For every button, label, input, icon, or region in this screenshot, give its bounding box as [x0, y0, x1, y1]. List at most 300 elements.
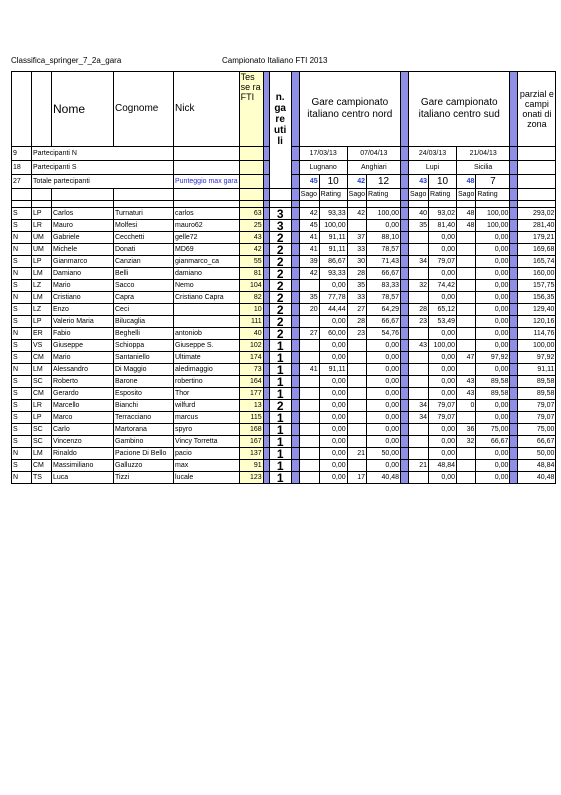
cell-last-name: Bianchi: [114, 400, 174, 412]
cell-r4-rating: 0,00: [476, 232, 510, 244]
subhead-sago: Sago: [457, 189, 476, 201]
table-row: [12, 352, 556, 364]
cell-r1-rating: 0,00: [319, 424, 347, 436]
s-count: 18: [12, 161, 32, 175]
cell-r2-sago: 42: [347, 208, 366, 220]
cell-r2-sago: 33: [347, 292, 366, 304]
cell-zone: S: [12, 208, 32, 220]
cell-zone: S: [12, 256, 32, 268]
cell-first-name: Mario: [52, 352, 114, 364]
cell-zone: N: [12, 244, 32, 256]
cell-r3-sago: [409, 232, 429, 244]
cell-n-gare: 1: [269, 448, 291, 460]
race4-sago: 48: [457, 175, 476, 189]
cell-r1-rating: 0,00: [319, 436, 347, 448]
cell-r4-rating: 75,00: [476, 424, 510, 436]
cell-r2-sago: [347, 352, 366, 364]
cell-region: LM: [32, 448, 52, 460]
race2-rating: 12: [367, 175, 401, 189]
cell-n-gare: 2: [269, 316, 291, 328]
cell-last-name: Sacco: [114, 280, 174, 292]
cell-r1-rating: 0,00: [319, 352, 347, 364]
cell-nick: wilfurd: [174, 400, 240, 412]
cell-r1-sago: [299, 376, 319, 388]
cell-r4-sago: [457, 460, 476, 472]
cell-r2-rating: 50,00: [367, 448, 401, 460]
cell-r1-sago: [299, 424, 319, 436]
cell-r2-sago: [347, 340, 366, 352]
cell-nick: aledimaggio: [174, 364, 240, 376]
cell-r1-rating: 60,00: [319, 328, 347, 340]
race4-date: 21/04/13: [457, 147, 510, 161]
cell-r2-sago: 35: [347, 280, 366, 292]
cell-zone: S: [12, 424, 32, 436]
cell-zone: N: [12, 364, 32, 376]
cell-r1-sago: [299, 472, 319, 484]
cell-last-name: Pacione Di Bello: [114, 448, 174, 460]
race3-sago: 43: [409, 175, 429, 189]
cell-region: SC: [32, 424, 52, 436]
cell-n-gare: 2: [269, 400, 291, 412]
cell-r3-rating: 100,00: [429, 340, 457, 352]
cell-zone: S: [12, 340, 32, 352]
cell-r1-rating: 100,00: [319, 220, 347, 232]
cell-r1-rating: 91,11: [319, 244, 347, 256]
results-body: [12, 208, 556, 484]
cell-first-name: Marco: [52, 412, 114, 424]
cell-zone: S: [12, 352, 32, 364]
cell-nick: Giuseppe S.: [174, 340, 240, 352]
cell-nick: carlos: [174, 208, 240, 220]
s-label: Partecipanti S: [32, 161, 174, 175]
cell-nick: max: [174, 460, 240, 472]
ranking-table: [11, 71, 556, 484]
cell-zone: N: [12, 328, 32, 340]
cell-r2-sago: 21: [347, 448, 366, 460]
cell-r1-sago: 41: [299, 232, 319, 244]
cell-r2-rating: 64,29: [367, 304, 401, 316]
cell-nick: damiano: [174, 268, 240, 280]
cell-r2-sago: 33: [347, 244, 366, 256]
cell-r1-sago: [299, 436, 319, 448]
cell-r4-rating: 0,00: [476, 268, 510, 280]
cell-r3-rating: 81,40: [429, 220, 457, 232]
cell-zone: N: [12, 232, 32, 244]
cell-r2-rating: 0,00: [367, 436, 401, 448]
cell-region: LP: [32, 412, 52, 424]
table-row: [12, 376, 556, 388]
cell-r4-sago: [457, 232, 476, 244]
table-row: [12, 460, 556, 472]
cell-tessera: 137: [239, 448, 263, 460]
cell-tessera: 13: [239, 400, 263, 412]
cell-r3-rating: 0,00: [429, 364, 457, 376]
cell-r4-rating: 0,00: [476, 292, 510, 304]
race3-date: 24/03/13: [409, 147, 457, 161]
cell-r2-rating: 66,67: [367, 316, 401, 328]
cell-r3-rating: 74,42: [429, 280, 457, 292]
cell-r1-sago: 35: [299, 292, 319, 304]
cell-parziale: 156,35: [518, 292, 556, 304]
cell-r2-rating: 0,00: [367, 340, 401, 352]
cell-r4-rating: 0,00: [476, 400, 510, 412]
cell-r4-sago: 47: [457, 352, 476, 364]
cell-zone: S: [12, 436, 32, 448]
cell-r4-sago: [457, 448, 476, 460]
cell-first-name: Carlos: [52, 208, 114, 220]
table-row: [12, 364, 556, 376]
cell-r2-rating: 0,00: [367, 376, 401, 388]
race3-place: Lupi: [409, 161, 457, 175]
cell-r3-rating: 0,00: [429, 376, 457, 388]
cell-last-name: Ceci: [114, 304, 174, 316]
cell-region: LM: [32, 268, 52, 280]
cell-r1-rating: 44,44: [319, 304, 347, 316]
table-row: [12, 340, 556, 352]
cell-r1-rating: 0,00: [319, 376, 347, 388]
cell-region: LP: [32, 208, 52, 220]
cell-last-name: Donati: [114, 244, 174, 256]
table-row: [12, 472, 556, 484]
cell-first-name: Carlo: [52, 424, 114, 436]
cell-nick: Vincy Torretta: [174, 436, 240, 448]
cell-tessera: 115: [239, 412, 263, 424]
cell-r4-sago: [457, 340, 476, 352]
cell-r1-rating: 0,00: [319, 340, 347, 352]
cell-r1-sago: [299, 448, 319, 460]
cell-r2-rating: 0,00: [367, 412, 401, 424]
cell-r3-rating: 79,07: [429, 412, 457, 424]
cell-region: LR: [32, 220, 52, 232]
cell-n-gare: 1: [269, 388, 291, 400]
cell-first-name: Roberto: [52, 376, 114, 388]
cell-r1-sago: [299, 412, 319, 424]
cell-r2-sago: [347, 400, 366, 412]
cell-nick: gelle72: [174, 232, 240, 244]
cell-r3-rating: 48,84: [429, 460, 457, 472]
cell-r3-sago: [409, 376, 429, 388]
subhead-rating: Rating: [476, 189, 510, 201]
cell-r3-sago: [409, 364, 429, 376]
table-row: [12, 400, 556, 412]
cell-tessera: 111: [239, 316, 263, 328]
cell-r4-sago: [457, 244, 476, 256]
cell-first-name: Damiano: [52, 268, 114, 280]
cell-zone: S: [12, 400, 32, 412]
table-row: [12, 448, 556, 460]
cell-r4-rating: 97,92: [476, 352, 510, 364]
cell-nick: Ultimate: [174, 352, 240, 364]
cell-nick: Cristiano Capra: [174, 292, 240, 304]
cell-r1-rating: 93,33: [319, 208, 347, 220]
table-row: [12, 256, 556, 268]
cell-tessera: 167: [239, 436, 263, 448]
cell-r3-rating: 0,00: [429, 436, 457, 448]
cell-first-name: Luca: [52, 472, 114, 484]
cell-r2-rating: 0,00: [367, 460, 401, 472]
cell-region: LR: [32, 400, 52, 412]
race1-rating: 10: [319, 175, 347, 189]
subhead-rating: Rating: [429, 189, 457, 201]
table-row: [12, 280, 556, 292]
cell-r3-sago: 21: [409, 460, 429, 472]
cell-n-gare: 1: [269, 472, 291, 484]
cell-n-gare: 2: [269, 256, 291, 268]
cell-nick: [174, 316, 240, 328]
cell-parziale: 160,00: [518, 268, 556, 280]
cell-r3-sago: [409, 352, 429, 364]
subhead-sago: Sago: [409, 189, 429, 201]
race1-sago: 45: [299, 175, 319, 189]
cell-r1-sago: 20: [299, 304, 319, 316]
cell-r4-sago: 32: [457, 436, 476, 448]
cell-first-name: Fabio: [52, 328, 114, 340]
tot-count: 27: [12, 175, 32, 189]
cell-r2-sago: 27: [347, 304, 366, 316]
cell-r2-rating: 71,43: [367, 256, 401, 268]
cell-r2-sago: [347, 460, 366, 472]
cell-r3-sago: [409, 388, 429, 400]
cell-r2-sago: [347, 424, 366, 436]
cell-r1-rating: 0,00: [319, 388, 347, 400]
cell-parziale: 129,40: [518, 304, 556, 316]
cell-n-gare: 1: [269, 460, 291, 472]
cell-parziale: 66,67: [518, 436, 556, 448]
cell-r3-rating: 0,00: [429, 352, 457, 364]
cell-r3-rating: 0,00: [429, 232, 457, 244]
cell-last-name: Capra: [114, 292, 174, 304]
col-nick: Nick: [174, 72, 240, 147]
cell-r1-sago: 45: [299, 220, 319, 232]
cell-r1-rating: 0,00: [319, 472, 347, 484]
table-row: [12, 304, 556, 316]
cell-tessera: 63: [239, 208, 263, 220]
cell-r2-rating: 78,57: [367, 292, 401, 304]
cell-r3-sago: [409, 292, 429, 304]
col-gare-nord: Gare campionato italiano centro nord: [299, 72, 400, 147]
cell-region: LP: [32, 256, 52, 268]
cell-last-name: Terracciano: [114, 412, 174, 424]
cell-tessera: 177: [239, 388, 263, 400]
cell-r2-sago: 28: [347, 316, 366, 328]
cell-first-name: Giuseppe: [52, 340, 114, 352]
race2-sago: 42: [347, 175, 366, 189]
cell-r4-rating: 0,00: [476, 472, 510, 484]
cell-parziale: 100,00: [518, 340, 556, 352]
cell-r1-rating: 91,11: [319, 364, 347, 376]
cell-tessera: 123: [239, 472, 263, 484]
cell-last-name: Barone: [114, 376, 174, 388]
cell-r4-rating: 0,00: [476, 304, 510, 316]
cell-first-name: Alessandro: [52, 364, 114, 376]
cell-r3-sago: 34: [409, 412, 429, 424]
cell-parziale: 97,92: [518, 352, 556, 364]
cell-first-name: Gerardo: [52, 388, 114, 400]
cell-n-gare: 2: [269, 304, 291, 316]
cell-r4-sago: [457, 292, 476, 304]
cell-region: CM: [32, 460, 52, 472]
cell-r2-rating: 66,67: [367, 268, 401, 280]
cell-zone: N: [12, 268, 32, 280]
cell-last-name: Santaniello: [114, 352, 174, 364]
race1-place: Lugnano: [299, 161, 347, 175]
cell-r3-sago: 35: [409, 220, 429, 232]
cell-r1-sago: 41: [299, 364, 319, 376]
cell-r2-rating: 54,76: [367, 328, 401, 340]
cell-r2-rating: 0,00: [367, 364, 401, 376]
cell-r4-rating: 100,00: [476, 220, 510, 232]
cell-r1-rating: 0,00: [319, 412, 347, 424]
cell-n-gare: 1: [269, 340, 291, 352]
race2-date: 07/04/13: [347, 147, 400, 161]
cell-first-name: Gabriele: [52, 232, 114, 244]
race1-date: 17/03/13: [299, 147, 347, 161]
cell-r3-sago: [409, 472, 429, 484]
cell-r4-rating: 100,00: [476, 208, 510, 220]
race4-place: Sicilia: [457, 161, 510, 175]
cell-r2-sago: [347, 388, 366, 400]
cell-r3-rating: 79,07: [429, 400, 457, 412]
cell-region: UM: [32, 244, 52, 256]
cell-parziale: 48,84: [518, 460, 556, 472]
cell-r4-rating: 0,00: [476, 316, 510, 328]
cell-n-gare: 2: [269, 280, 291, 292]
cell-r4-sago: [457, 304, 476, 316]
cell-first-name: Enzo: [52, 304, 114, 316]
cell-nick: Thor: [174, 388, 240, 400]
tot-label: Totale partecipanti: [32, 175, 174, 189]
cell-r1-rating: 0,00: [319, 460, 347, 472]
cell-r1-sago: [299, 460, 319, 472]
cell-r4-sago: [457, 316, 476, 328]
cell-r2-sago: 17: [347, 472, 366, 484]
cell-r3-sago: [409, 436, 429, 448]
table-row: [12, 268, 556, 280]
cell-last-name: Gambino: [114, 436, 174, 448]
cell-last-name: Belli: [114, 268, 174, 280]
cell-r4-sago: 36: [457, 424, 476, 436]
n-label: Partecipanti N: [32, 147, 174, 161]
cell-last-name: Esposito: [114, 388, 174, 400]
cell-r2-rating: 100,00: [367, 208, 401, 220]
cell-r2-sago: 28: [347, 268, 366, 280]
cell-first-name: Vincenzo: [52, 436, 114, 448]
cell-parziale: 91,11: [518, 364, 556, 376]
cell-tessera: 91: [239, 460, 263, 472]
cell-r3-rating: 0,00: [429, 328, 457, 340]
cell-first-name: Valerio Maria: [52, 316, 114, 328]
punteggio-label: Punteggio max gara: [174, 175, 240, 189]
subhead-sago: Sago: [347, 189, 366, 201]
cell-r1-rating: 0,00: [319, 400, 347, 412]
cell-zone: S: [12, 412, 32, 424]
cell-r2-sago: [347, 412, 366, 424]
cell-r3-rating: 0,00: [429, 424, 457, 436]
cell-region: SC: [32, 376, 52, 388]
cell-n-gare: 1: [269, 376, 291, 388]
cell-tessera: 102: [239, 340, 263, 352]
cell-r2-sago: [347, 364, 366, 376]
cell-r1-sago: [299, 352, 319, 364]
cell-r4-rating: 0,00: [476, 280, 510, 292]
cell-r3-rating: 0,00: [429, 388, 457, 400]
cell-parziale: 89,58: [518, 388, 556, 400]
cell-parziale: 79,07: [518, 400, 556, 412]
cell-r4-rating: 89,58: [476, 388, 510, 400]
table-row: [12, 424, 556, 436]
cell-tessera: 42: [239, 244, 263, 256]
cell-region: ER: [32, 328, 52, 340]
cell-r4-sago: 43: [457, 376, 476, 388]
cell-r3-rating: 0,00: [429, 448, 457, 460]
cell-r1-sago: 41: [299, 244, 319, 256]
cell-r3-sago: 34: [409, 400, 429, 412]
cell-region: LZ: [32, 304, 52, 316]
table-row: [12, 412, 556, 424]
table-row: [12, 244, 556, 256]
cell-r4-rating: 0,00: [476, 256, 510, 268]
cell-nick: Nemo: [174, 280, 240, 292]
cell-r3-rating: 93,02: [429, 208, 457, 220]
cell-n-gare: 1: [269, 364, 291, 376]
col-parziale: parzial e campi onati di zona: [518, 72, 556, 147]
cell-r3-rating: 0,00: [429, 244, 457, 256]
table-row: [12, 316, 556, 328]
cell-parziale: 114,76: [518, 328, 556, 340]
table-row: [12, 208, 556, 220]
cell-n-gare: 1: [269, 436, 291, 448]
cell-r3-rating: 53,49: [429, 316, 457, 328]
cell-last-name: Di Maggio: [114, 364, 174, 376]
cell-first-name: Mauro: [52, 220, 114, 232]
cell-first-name: Mario: [52, 280, 114, 292]
cell-nick: pacio: [174, 448, 240, 460]
n-count: 9: [12, 147, 32, 161]
cell-r1-rating: 91,11: [319, 232, 347, 244]
cell-r1-sago: 39: [299, 256, 319, 268]
cell-r3-sago: 34: [409, 256, 429, 268]
cell-n-gare: 2: [269, 292, 291, 304]
cell-tessera: 104: [239, 280, 263, 292]
cell-nick: spyro: [174, 424, 240, 436]
cell-parziale: 165,74: [518, 256, 556, 268]
cell-parziale: 75,00: [518, 424, 556, 436]
cell-r4-sago: [457, 472, 476, 484]
cell-n-gare: 1: [269, 412, 291, 424]
cell-n-gare: 2: [269, 232, 291, 244]
cell-r4-rating: 0,00: [476, 244, 510, 256]
cell-r3-sago: 28: [409, 304, 429, 316]
cell-tessera: 174: [239, 352, 263, 364]
cell-r3-sago: [409, 448, 429, 460]
cell-r4-sago: 0: [457, 400, 476, 412]
cell-parziale: 179,21: [518, 232, 556, 244]
cell-r4-rating: 0,00: [476, 412, 510, 424]
cell-r2-sago: 23: [347, 328, 366, 340]
cell-last-name: Tizzi: [114, 472, 174, 484]
cell-r2-sago: [347, 220, 366, 232]
cell-r4-sago: [457, 412, 476, 424]
cell-region: UM: [32, 232, 52, 244]
cell-nick: [174, 304, 240, 316]
cell-n-gare: 3: [269, 220, 291, 232]
cell-r3-sago: [409, 268, 429, 280]
cell-region: LM: [32, 292, 52, 304]
cell-first-name: Michele: [52, 244, 114, 256]
cell-r2-rating: 78,57: [367, 244, 401, 256]
cell-r2-rating: 40,48: [367, 472, 401, 484]
cell-tessera: 43: [239, 232, 263, 244]
